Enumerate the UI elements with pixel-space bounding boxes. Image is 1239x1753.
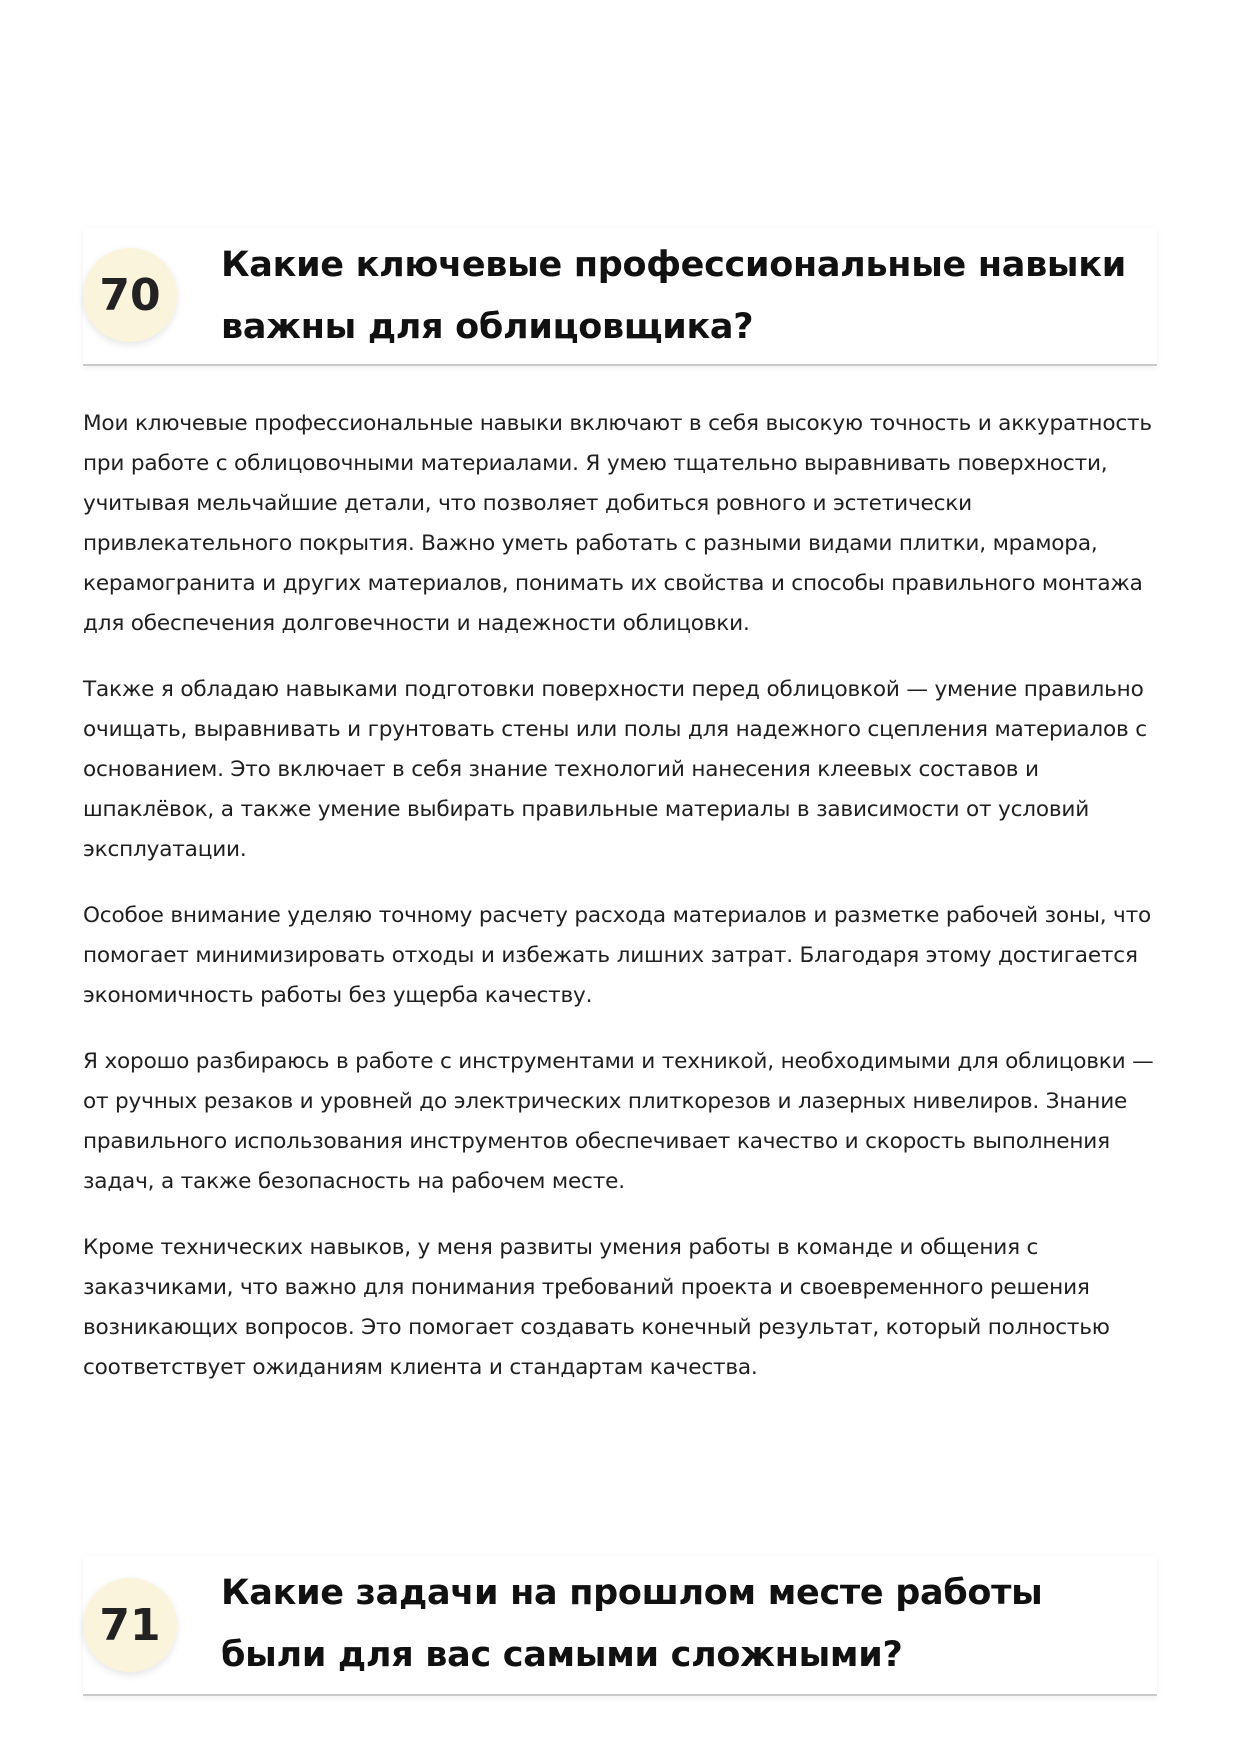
question-number-badge: 70 [83, 248, 177, 342]
answer-paragraph: Мои ключевые профессиональные навыки включают в себя высокую точность и аккуратность при работе с облицовочными материалами. Я умею тщательно выравнивать поверхности, учитывая мельчайшие детали, что позволяет добиться ровного и эстетически привлекательного покрытия. Важно уметь работать с разными видами плитки, мрамора, керамогранита и других материалов, понимать их свойства и способы правильного монтажа для обеспечения долговечности и надежности облицовки. [83, 411, 1152, 636]
answer-paragraph: Также я обладаю навыками подготовки поверхности перед облицовкой — умение правильно очищать, выравнивать и грунтовать стены или полы для надежного сцепления материалов с основанием. Это включает в себя знание технологий нанесения клеевых составов и шпаклёвок, а также умение выбирать правильные материалы в зависимости от условий эксплуатации. [83, 677, 1147, 862]
question-header-70 [83, 228, 1157, 366]
question-number-badge: 71 [83, 1578, 177, 1672]
answer-70 [83, 404, 1157, 1414]
question-title: Какие ключевые профессиональные навыки важны для облицовщика? [221, 245, 1126, 347]
answer-paragraph: Кроме технических навыков, у меня развиты умения работы в команде и общения с заказчиками, что важно для понимания требований проекта и своевременного решения возникающих вопросов. Это помогает создавать конечный результат, который полностью соответствует ожиданиям клиента и стандартам качества. [83, 1235, 1110, 1380]
answer-paragraph: Особое внимание уделяю точному расчету расхода материалов и разметке рабочей зоны, что помогает минимизировать отходы и избежать лишних затрат. Благодаря этому достигается экономичность работы без ущерба качеству. [83, 903, 1151, 1008]
question-title: Какие задачи на прошлом месте работы были для вас самыми сложными? [221, 1573, 1043, 1675]
answer-paragraph: Я хорошо разбираюсь в работе с инструментами и техникой, необходимыми для облицовки — от ручных резаков и уровней до электрических плиткорезов и лазерных нивелиров. Знание правильного использования инструментов обеспечивает качество и скорость выполнения задач, а также безопасность на рабочем месте. [83, 1049, 1154, 1194]
question-header-71 [83, 1556, 1157, 1696]
